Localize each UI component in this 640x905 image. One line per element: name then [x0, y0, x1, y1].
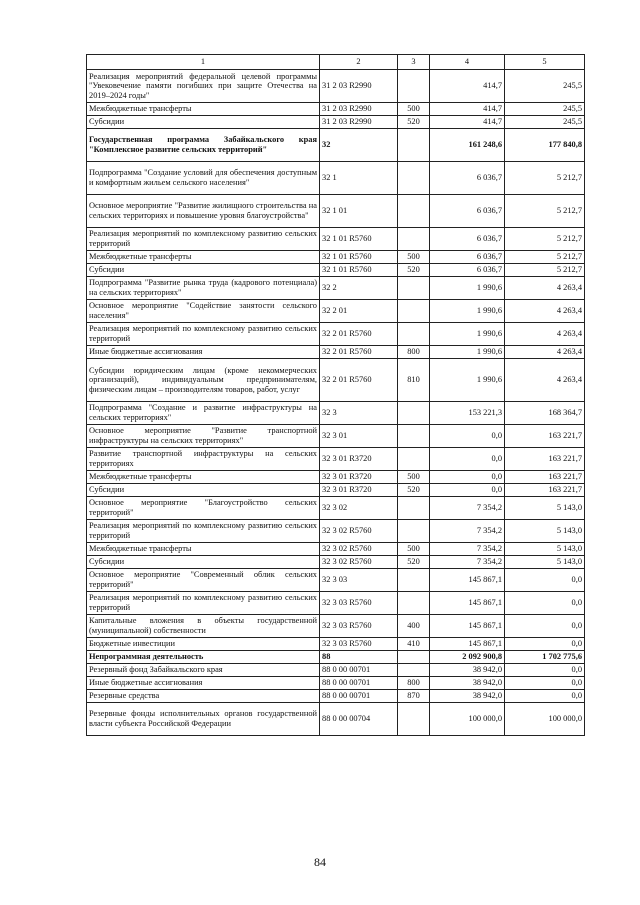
row-value-col5-cell: 163 221,7 — [505, 471, 585, 484]
row-value-col5-cell: 0,0 — [505, 569, 585, 592]
row-code-cell: 32 2 01 R5760 — [320, 346, 398, 359]
row-name-cell: Реализация мероприятий по комплексному развитию сельских территорий — [87, 323, 320, 346]
row-value-col4-cell: 2 092 900,8 — [430, 651, 505, 664]
row-code-cell: 32 3 02 — [320, 497, 398, 520]
table-row — [87, 300, 585, 323]
row-code-cell: 32 3 03 — [320, 569, 398, 592]
row-value-col4-cell: 1 990,6 — [430, 346, 505, 359]
row-value-col4-cell: 0,0 — [430, 484, 505, 497]
table-row — [87, 162, 585, 195]
row-code-cell: 32 3 01 R3720 — [320, 484, 398, 497]
row-name-cell: Подпрограмма "Создание условий для обеспечения доступным и комфортным жильем сельского населения" — [87, 162, 320, 195]
row-type-cell — [398, 129, 430, 162]
row-name-cell: Подпрограмма "Развитие рынка труда (кадрового потенциала) на сельских территориях" — [87, 277, 320, 300]
budget-table-page — [86, 54, 584, 736]
row-value-col5-cell: 4 263,4 — [505, 300, 585, 323]
row-value-col4-cell: 0,0 — [430, 448, 505, 471]
row-value-col4-cell: 6 036,7 — [430, 251, 505, 264]
row-value-col5-cell: 245,5 — [505, 116, 585, 129]
table-row — [87, 543, 585, 556]
row-type-cell — [398, 402, 430, 425]
row-name-cell: Субсидии — [87, 264, 320, 277]
row-name-cell: Реализация мероприятий по комплексному развитию сельских территорий — [87, 592, 320, 615]
row-name-cell: Капитальные вложения в объекты государственной (муниципальной) собственности — [87, 615, 320, 638]
row-code-cell: 32 3 — [320, 402, 398, 425]
row-type-cell: 800 — [398, 677, 430, 690]
table-row — [87, 251, 585, 264]
page-number: 84 — [314, 855, 326, 869]
table-row — [87, 359, 585, 402]
table-row — [87, 402, 585, 425]
table-header-row — [87, 55, 585, 70]
table-row — [87, 520, 585, 543]
table-row — [87, 690, 585, 703]
row-value-col4-cell: 38 942,0 — [430, 690, 505, 703]
row-type-cell: 800 — [398, 346, 430, 359]
table-row — [87, 638, 585, 651]
row-type-cell: 520 — [398, 556, 430, 569]
row-type-cell: 810 — [398, 359, 430, 402]
row-value-col5-cell: 4 263,4 — [505, 277, 585, 300]
row-value-col4-cell: 7 354,2 — [430, 543, 505, 556]
row-type-cell — [398, 703, 430, 736]
row-value-col5-cell: 5 143,0 — [505, 543, 585, 556]
row-type-cell — [398, 448, 430, 471]
header-col-1: 1 — [87, 55, 320, 70]
row-name-cell: Основное мероприятие "Развитие транспортной инфраструктуры на сельских территориях" — [87, 425, 320, 448]
row-name-cell: Реализация мероприятий по комплексному развитию сельских территорий — [87, 228, 320, 251]
row-value-col5-cell: 163 221,7 — [505, 448, 585, 471]
row-code-cell: 32 2 — [320, 277, 398, 300]
row-type-cell — [398, 162, 430, 195]
table-row — [87, 425, 585, 448]
row-value-col5-cell: 0,0 — [505, 638, 585, 651]
row-type-cell: 410 — [398, 638, 430, 651]
table-row — [87, 70, 585, 103]
row-value-col5-cell: 1 702 775,6 — [505, 651, 585, 664]
row-name-cell: Резервный фонд Забайкальского края — [87, 664, 320, 677]
row-code-cell: 32 1 01 R5760 — [320, 251, 398, 264]
row-type-cell: 400 — [398, 615, 430, 638]
table-row — [87, 346, 585, 359]
row-value-col5-cell: 5 212,7 — [505, 195, 585, 228]
row-value-col4-cell: 414,7 — [430, 103, 505, 116]
row-name-cell: Иные бюджетные ассигнования — [87, 346, 320, 359]
row-value-col5-cell: 245,5 — [505, 103, 585, 116]
row-value-col5-cell: 0,0 — [505, 615, 585, 638]
row-name-cell: Подпрограмма "Создание и развитие инфраструктуры на сельских территориях" — [87, 402, 320, 425]
row-code-cell: 32 — [320, 129, 398, 162]
table-row — [87, 195, 585, 228]
row-name-cell: Межбюджетные трансферты — [87, 471, 320, 484]
row-code-cell: 32 1 01 — [320, 195, 398, 228]
row-value-col5-cell: 5 212,7 — [505, 264, 585, 277]
row-value-col4-cell: 100 000,0 — [430, 703, 505, 736]
row-value-col4-cell: 1 990,6 — [430, 300, 505, 323]
row-value-col4-cell: 7 354,2 — [430, 556, 505, 569]
row-code-cell: 32 3 03 R5760 — [320, 592, 398, 615]
table-row — [87, 703, 585, 736]
row-name-cell: Развитие транспортной инфраструктуры на сельских территориях — [87, 448, 320, 471]
row-code-cell: 32 2 01 R5760 — [320, 323, 398, 346]
row-value-col4-cell: 1 990,6 — [430, 359, 505, 402]
row-code-cell: 31 2 03 R2990 — [320, 103, 398, 116]
row-type-cell — [398, 497, 430, 520]
row-code-cell: 88 0 00 00701 — [320, 664, 398, 677]
row-value-col5-cell: 5 143,0 — [505, 520, 585, 543]
row-value-col5-cell: 4 263,4 — [505, 359, 585, 402]
row-type-cell: 500 — [398, 471, 430, 484]
row-code-cell: 88 0 00 00701 — [320, 677, 398, 690]
row-name-cell: Государственная программа Забайкальского края "Комплексное развитие сельских территорий" — [87, 129, 320, 162]
row-value-col5-cell: 4 263,4 — [505, 346, 585, 359]
row-type-cell — [398, 228, 430, 251]
row-value-col4-cell: 6 036,7 — [430, 195, 505, 228]
row-type-cell: 500 — [398, 251, 430, 264]
row-value-col5-cell: 5 143,0 — [505, 497, 585, 520]
row-type-cell — [398, 277, 430, 300]
row-value-col4-cell: 145 867,1 — [430, 569, 505, 592]
row-value-col5-cell: 168 364,7 — [505, 402, 585, 425]
header-col-4: 4 — [430, 55, 505, 70]
row-value-col4-cell: 414,7 — [430, 116, 505, 129]
table-row — [87, 129, 585, 162]
row-code-cell: 32 3 03 R5760 — [320, 638, 398, 651]
row-name-cell: Субсидии — [87, 484, 320, 497]
row-code-cell: 32 3 02 R5760 — [320, 520, 398, 543]
row-code-cell: 88 0 00 00704 — [320, 703, 398, 736]
row-name-cell: Бюджетные инвестиции — [87, 638, 320, 651]
row-type-cell: 520 — [398, 264, 430, 277]
row-name-cell: Резервные фонды исполнительных органов государственной власти субъекта Российской Федерации — [87, 703, 320, 736]
row-value-col4-cell: 0,0 — [430, 425, 505, 448]
row-type-cell — [398, 425, 430, 448]
row-value-col5-cell: 5 212,7 — [505, 251, 585, 264]
row-type-cell: 500 — [398, 103, 430, 116]
row-value-col4-cell: 153 221,3 — [430, 402, 505, 425]
row-value-col4-cell: 6 036,7 — [430, 264, 505, 277]
row-name-cell: Межбюджетные трансферты — [87, 103, 320, 116]
row-code-cell: 32 2 01 R5760 — [320, 359, 398, 402]
row-value-col5-cell: 100 000,0 — [505, 703, 585, 736]
row-type-cell — [398, 592, 430, 615]
row-value-col4-cell: 7 354,2 — [430, 497, 505, 520]
row-value-col4-cell: 7 354,2 — [430, 520, 505, 543]
row-type-cell — [398, 664, 430, 677]
table-row — [87, 277, 585, 300]
row-value-col4-cell: 1 990,6 — [430, 323, 505, 346]
row-name-cell: Субсидии юридическим лицам (кроме некоммерческих организаций), индивидуальным предпринимателям, физическим лицам – производителям товаров, работ, услуг — [87, 359, 320, 402]
table-row — [87, 664, 585, 677]
row-code-cell: 32 3 01 R3720 — [320, 448, 398, 471]
table-row — [87, 569, 585, 592]
row-value-col5-cell: 163 221,7 — [505, 484, 585, 497]
table-row — [87, 497, 585, 520]
row-code-cell: 88 0 00 00701 — [320, 690, 398, 703]
row-type-cell — [398, 70, 430, 103]
row-type-cell — [398, 651, 430, 664]
row-type-cell: 520 — [398, 116, 430, 129]
row-value-col5-cell: 5 143,0 — [505, 556, 585, 569]
row-value-col5-cell: 163 221,7 — [505, 425, 585, 448]
row-value-col4-cell: 145 867,1 — [430, 638, 505, 651]
row-value-col4-cell: 161 248,6 — [430, 129, 505, 162]
table-row — [87, 651, 585, 664]
row-value-col4-cell: 1 990,6 — [430, 277, 505, 300]
table-row — [87, 264, 585, 277]
header-col-3: 3 — [398, 55, 430, 70]
table-row — [87, 471, 585, 484]
table-row — [87, 677, 585, 690]
row-code-cell: 32 1 01 R5760 — [320, 264, 398, 277]
row-code-cell: 32 1 01 R5760 — [320, 228, 398, 251]
table-row — [87, 228, 585, 251]
table-row — [87, 615, 585, 638]
row-value-col4-cell: 6 036,7 — [430, 162, 505, 195]
row-value-col5-cell: 245,5 — [505, 70, 585, 103]
row-type-cell: 520 — [398, 484, 430, 497]
row-value-col4-cell: 38 942,0 — [430, 677, 505, 690]
table-row — [87, 484, 585, 497]
row-code-cell: 32 3 01 — [320, 425, 398, 448]
table-row — [87, 103, 585, 116]
row-type-cell: 500 — [398, 543, 430, 556]
table-row — [87, 323, 585, 346]
row-name-cell: Резервные средства — [87, 690, 320, 703]
row-value-col5-cell: 4 263,4 — [505, 323, 585, 346]
row-value-col4-cell: 6 036,7 — [430, 228, 505, 251]
row-value-col5-cell: 0,0 — [505, 677, 585, 690]
row-value-col4-cell: 0,0 — [430, 471, 505, 484]
table-row — [87, 448, 585, 471]
row-name-cell: Непрограммная деятельность — [87, 651, 320, 664]
row-type-cell: 870 — [398, 690, 430, 703]
header-col-5: 5 — [505, 55, 585, 70]
row-code-cell: 88 — [320, 651, 398, 664]
table-row — [87, 592, 585, 615]
row-value-col4-cell: 38 942,0 — [430, 664, 505, 677]
row-type-cell — [398, 195, 430, 228]
row-name-cell: Субсидии — [87, 556, 320, 569]
row-code-cell: 32 2 01 — [320, 300, 398, 323]
row-type-cell — [398, 569, 430, 592]
row-type-cell — [398, 300, 430, 323]
header-col-2: 2 — [320, 55, 398, 70]
row-name-cell: Субсидии — [87, 116, 320, 129]
row-value-col5-cell: 0,0 — [505, 592, 585, 615]
table-row — [87, 556, 585, 569]
row-name-cell: Основное мероприятие "Развитие жилищного строительства на сельских территориях и повышение уровня благоустройства" — [87, 195, 320, 228]
row-code-cell: 32 3 02 R5760 — [320, 556, 398, 569]
row-name-cell: Иные бюджетные ассигнования — [87, 677, 320, 690]
row-value-col5-cell: 0,0 — [505, 664, 585, 677]
row-value-col5-cell: 0,0 — [505, 690, 585, 703]
row-value-col5-cell: 5 212,7 — [505, 228, 585, 251]
row-name-cell: Межбюджетные трансферты — [87, 251, 320, 264]
row-code-cell: 31 2 03 R2990 — [320, 70, 398, 103]
row-name-cell: Реализация мероприятий по комплексному развитию сельских территорий — [87, 520, 320, 543]
row-value-col5-cell: 177 840,8 — [505, 129, 585, 162]
row-code-cell: 31 2 03 R2990 — [320, 116, 398, 129]
row-name-cell: Основное мероприятие "Содействие занятости сельского населения" — [87, 300, 320, 323]
table-row — [87, 116, 585, 129]
row-name-cell: Основное мероприятие "Современный облик сельских территорий" — [87, 569, 320, 592]
row-type-cell — [398, 520, 430, 543]
row-value-col4-cell: 414,7 — [430, 70, 505, 103]
row-code-cell: 32 3 01 R3720 — [320, 471, 398, 484]
row-value-col5-cell: 5 212,7 — [505, 162, 585, 195]
row-type-cell — [398, 323, 430, 346]
row-name-cell: Основное мероприятие "Благоустройство сельских территорий" — [87, 497, 320, 520]
row-value-col4-cell: 145 867,1 — [430, 592, 505, 615]
row-name-cell: Реализация мероприятий федеральной целевой программы "Увековечение памяти погибших при защите Отечества на 2019–2024 годы" — [87, 70, 320, 103]
budget-table — [86, 54, 585, 736]
row-code-cell: 32 3 02 R5760 — [320, 543, 398, 556]
row-code-cell: 32 1 — [320, 162, 398, 195]
row-value-col4-cell: 145 867,1 — [430, 615, 505, 638]
row-code-cell: 32 3 03 R5760 — [320, 615, 398, 638]
row-name-cell: Межбюджетные трансферты — [87, 543, 320, 556]
